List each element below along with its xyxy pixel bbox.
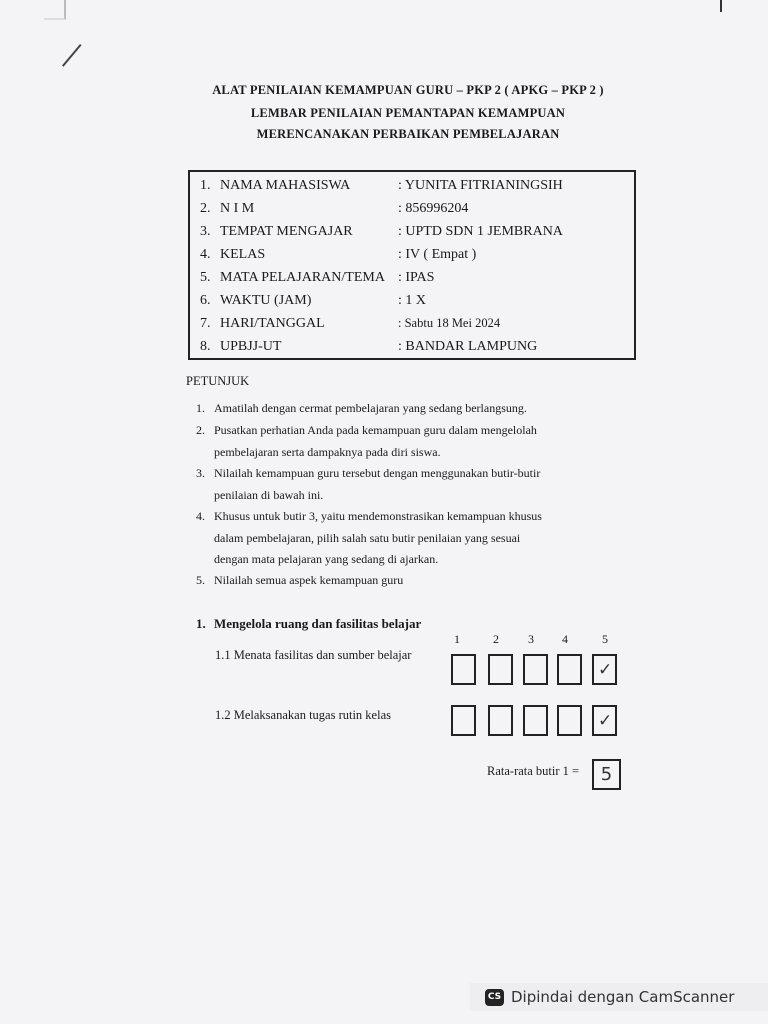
identity-row — [200, 220, 563, 243]
row-number: 4. — [200, 247, 211, 262]
scan-edge-mark-right — [720, 0, 722, 12]
rating-item-label: 1.1 Menata fasilitas dan sumber belajar — [215, 648, 412, 662]
row-value: : Sabtu 18 Mei 2024 — [398, 316, 501, 330]
row-number: 6. — [200, 293, 211, 308]
instruction-number: 3. — [196, 466, 205, 480]
score-checkbox[interactable] — [451, 654, 476, 685]
score-checkbox[interactable] — [557, 705, 582, 736]
instruction-item — [196, 463, 616, 506]
row-label: NAMA MAHASISWA — [220, 178, 351, 193]
scale-number: 1 — [454, 632, 460, 646]
row-number: 2. — [200, 201, 211, 216]
instruction-number: 5. — [196, 573, 205, 587]
average-value: 5 — [592, 759, 621, 790]
instruction-number: 4. — [196, 509, 205, 523]
instruction-item — [196, 570, 616, 592]
camscanner-logo-icon: CS — [485, 989, 504, 1006]
scan-edge-mark — [44, 0, 66, 20]
document-title: ALAT PENILAIAN KEMAMPUAN GURU – PKP 2 ( APKG – PKP 2 ) — [212, 83, 604, 97]
row-number: 7. — [200, 316, 211, 331]
instruction-line: dengan mata pelajaran yang sedang di ajarkan. — [214, 552, 439, 566]
identity-row — [200, 335, 538, 358]
instruction-line: Nilailah kemampuan guru tersebut dengan menggunakan butir-butir — [214, 466, 541, 480]
row-label: MATA PELAJARAN/TEMA — [220, 270, 385, 285]
score-checkbox[interactable] — [488, 705, 513, 736]
instruction-line: penilaian di bawah ini. — [214, 487, 324, 502]
row-label: KELAS — [220, 247, 266, 262]
section-title — [196, 616, 421, 632]
scale-number: 4 — [562, 632, 568, 646]
identity-row — [200, 197, 469, 220]
document-subtitle: LEMBAR PENILAIAN PEMANTAPAN KEMAMPUAN — [250, 106, 566, 120]
identity-row — [200, 312, 501, 335]
score-checkbox[interactable] — [451, 705, 476, 736]
row-value: : 1 X — [398, 293, 426, 308]
row-value: : IV ( Empat ) — [398, 247, 477, 262]
instruction-item — [196, 506, 616, 571]
row-value: : YUNITA FITRIANINGSIH — [398, 178, 563, 193]
row-label: WAKTU (JAM) — [220, 293, 312, 308]
identity-row — [200, 266, 435, 289]
row-value: : IPAS — [398, 270, 435, 285]
instruction-line: Nilailah semua aspek kemampuan guru — [214, 573, 404, 587]
score-checkbox-checked[interactable] — [592, 654, 617, 685]
instruction-line: Khusus untuk butir 3, yaitu mendemonstrasikan kemampuan khusus — [214, 509, 542, 523]
score-checkbox[interactable] — [523, 705, 548, 736]
row-number: 8. — [200, 339, 211, 354]
instruction-line: Pusatkan perhatian Anda pada kemampuan guru dalam mengelolah — [214, 423, 537, 437]
check-mark-icon: ✓ — [598, 711, 613, 731]
row-label: TEMPAT MENGAJAR — [220, 224, 353, 239]
scale-number: 2 — [493, 632, 499, 646]
instruction-item — [196, 398, 616, 420]
instruction-line: dalam pembelajaran, pilih salah satu butir penilaian yang sesuai — [214, 530, 521, 545]
row-number: 1. — [200, 178, 211, 193]
instructions-title: PETUNJUK — [186, 374, 250, 388]
instruction-line: pembelajaran serta dampaknya pada diri siswa. — [214, 444, 441, 459]
scale-number: 5 — [602, 632, 608, 646]
row-label: UPBJJ-UT — [220, 339, 282, 354]
watermark-text: Dipindai dengan CamScanner — [511, 988, 735, 1006]
row-value: : 856996204 — [398, 201, 469, 216]
identity-row — [200, 174, 563, 197]
score-checkbox[interactable] — [523, 654, 548, 685]
instruction-number: 2. — [196, 423, 205, 437]
row-value: : BANDAR LAMPUNG — [398, 339, 538, 354]
scale-number: 3 — [528, 632, 534, 646]
row-label: N I M — [220, 201, 255, 216]
identity-box — [188, 170, 636, 360]
document-subtitle-2: MERENCANAKAN PERBAIKAN PEMBELAJARAN — [256, 127, 560, 141]
row-value: : UPTD SDN 1 JEMBRANA — [398, 224, 563, 239]
identity-row — [200, 289, 426, 312]
rating-item-label: 1.2 Melaksanakan tugas rutin kelas — [215, 708, 391, 722]
identity-row — [200, 243, 477, 266]
row-number: 3. — [200, 224, 211, 239]
score-checkbox[interactable] — [557, 654, 582, 685]
score-checkbox-checked[interactable] — [592, 705, 617, 736]
instruction-number: 1. — [196, 401, 205, 415]
pen-stroke-mark — [62, 44, 82, 67]
average-label: Rata-rata butir 1 = — [487, 764, 580, 778]
row-label: HARI/TANGGAL — [220, 316, 325, 331]
instruction-line: Amatilah dengan cermat pembelajaran yang sedang berlangsung. — [214, 401, 527, 415]
row-number: 5. — [200, 270, 211, 285]
score-checkbox[interactable] — [488, 654, 513, 685]
scanner-watermark — [470, 983, 768, 1011]
section-number: 1. — [196, 616, 206, 631]
section-title-text: Mengelola ruang dan fasilitas belajar — [214, 616, 422, 631]
check-mark-icon: ✓ — [598, 660, 613, 680]
instruction-item — [196, 420, 616, 463]
